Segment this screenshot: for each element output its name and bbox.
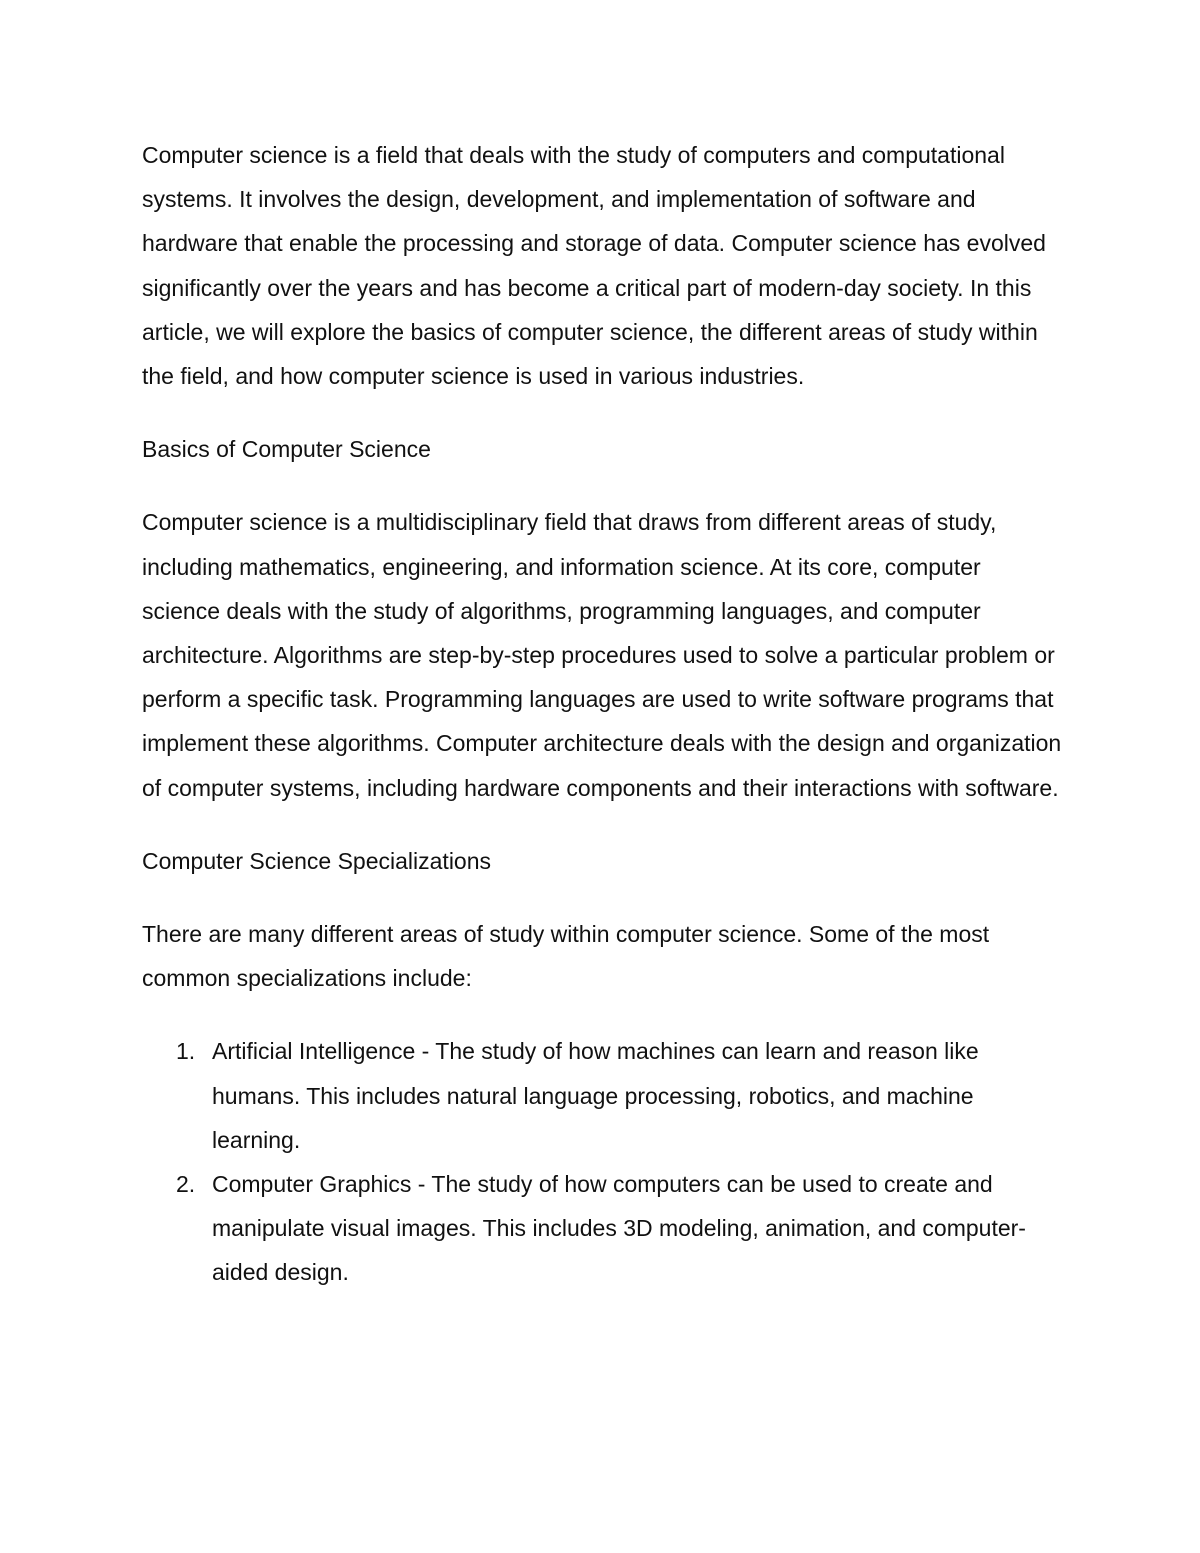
specializations-heading: Computer Science Specializations xyxy=(142,847,492,874)
basics-paragraph: Computer science is a multidisciplinary field that draws from different areas of study, including mathematics, engineering, and information science. At its core, computer science deals with the study of algorithms, programming languages, and computer architecture. Algorithms are step-by-step procedures used to solve a particular problem or perform a specific task. Programming languages are used to write software programs that implement these algorithms. Computer architecture deals with the design and organization of computer systems, including hardware components and their interactions with software. xyxy=(142,509,1062,801)
specializations-intro-paragraph: There are many different areas of study within computer science. Some of the most common specializations include: xyxy=(142,921,990,992)
basics-heading: Basics of Computer Science xyxy=(142,436,431,463)
list-item xyxy=(142,1029,1062,1162)
list-item xyxy=(142,1162,1062,1295)
specializations-list xyxy=(142,1029,1062,1294)
list-item-number: 1. xyxy=(176,1038,196,1065)
document-page xyxy=(142,133,1062,1295)
list-item-text: Artificial Intelligence - The study of how machines can learn and reason like humans. This includes natural language processing, robotics, and machine learning. xyxy=(212,1038,979,1153)
list-item-text: Computer Graphics - The study of how computers can be used to create and manipulate visual images. This includes 3D modeling, animation, and computer-aided design. xyxy=(212,1171,1026,1286)
list-item-number: 2. xyxy=(176,1171,196,1198)
intro-paragraph: Computer science is a field that deals with the study of computers and computational systems. It involves the design, development, and implementation of software and hardware that enable the processing and storage of data. Computer science has evolved significantly over the years and has become a critical part of modern-day society. In this article, we will explore the basics of computer science, the different areas of study within the field, and how computer science is used in various industries. xyxy=(142,142,1046,390)
